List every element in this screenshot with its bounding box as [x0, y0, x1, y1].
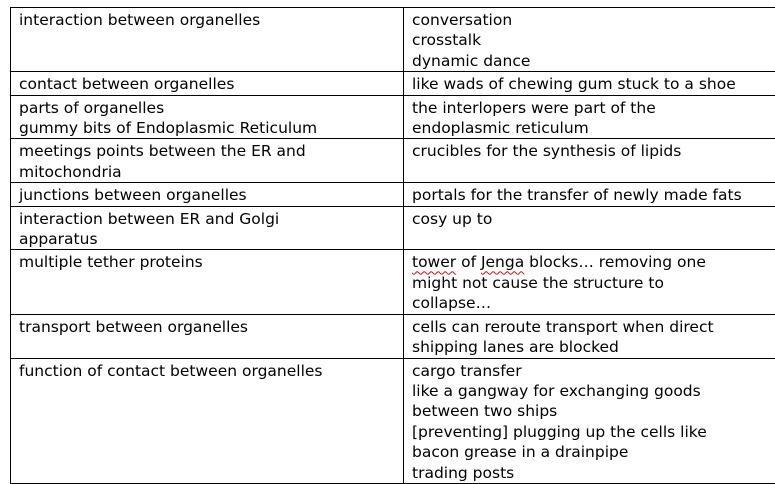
- metaphor-line: between two ships: [412, 401, 775, 421]
- metaphor-line: bacon grease in a drainpipe: [412, 442, 775, 462]
- metaphor-cell: [404, 95, 775, 139]
- metaphor-cell: [404, 8, 775, 72]
- table-row: [11, 314, 775, 358]
- term-line: interaction between ER and Golgi: [19, 209, 395, 229]
- table-row: [11, 250, 775, 314]
- metaphor-line: shipping lanes are blocked: [412, 337, 775, 357]
- metaphor-line: like a gangway for exchanging goods: [412, 381, 775, 401]
- metaphor-line: crosstalk: [412, 30, 775, 50]
- term-line: interaction between organelles: [19, 10, 395, 30]
- term-cell: [11, 139, 404, 183]
- term-cell: [11, 95, 404, 139]
- term-line: meetings points between the ER and: [19, 141, 395, 161]
- metaphor-line: cells can reroute transport when direct: [412, 317, 775, 337]
- metaphor-line: might not cause the structure to: [412, 273, 775, 293]
- metaphor-line: endoplasmic reticulum: [412, 118, 775, 138]
- metaphor-line: collapse…: [412, 293, 775, 313]
- metaphor-line: crucibles for the synthesis of lipids: [412, 141, 775, 161]
- metaphor-text: of: [456, 253, 481, 271]
- term-line: transport between organelles: [19, 317, 395, 337]
- table-row: [11, 72, 775, 95]
- metaphor-cell: [404, 183, 775, 206]
- metaphor-line: dynamic dance: [412, 51, 775, 71]
- spelling-flag-word[interactable]: tower: [412, 253, 456, 271]
- metaphor-line: cosy up to: [412, 209, 775, 229]
- term-line: apparatus: [19, 229, 395, 249]
- term-cell: [11, 72, 404, 95]
- table-row: [11, 183, 775, 206]
- term-line: function of contact between organelles: [19, 361, 395, 381]
- metaphor-line: trading posts: [412, 463, 775, 483]
- table-row: [11, 139, 775, 183]
- organelle-metaphor-table: [10, 7, 775, 484]
- term-line: contact between organelles: [19, 74, 395, 94]
- term-line: multiple tether proteins: [19, 252, 395, 272]
- metaphor-line: portals for the transfer of newly made fats: [412, 185, 775, 205]
- term-cell: [11, 183, 404, 206]
- term-cell: [11, 314, 404, 358]
- table-row: [11, 95, 775, 139]
- term-line: parts of organelles: [19, 98, 395, 118]
- table-row: [11, 206, 775, 250]
- metaphor-cell: [404, 206, 775, 250]
- term-line: junctions between organelles: [19, 185, 395, 205]
- spelling-flag-word[interactable]: Jenga: [481, 253, 524, 271]
- term-cell: [11, 8, 404, 72]
- metaphor-cell: [404, 314, 775, 358]
- term-line: mitochondria: [19, 162, 395, 182]
- metaphor-text: blocks… removing one: [524, 253, 706, 271]
- metaphor-line: cargo transfer: [412, 361, 775, 381]
- metaphor-line: the interlopers were part of the: [412, 98, 775, 118]
- metaphor-line: like wads of chewing gum stuck to a shoe: [412, 74, 775, 94]
- metaphor-line: conversation: [412, 10, 775, 30]
- term-line: gummy bits of Endoplasmic Reticulum: [19, 118, 395, 138]
- metaphor-line: [preventing] plugging up the cells like: [412, 422, 775, 442]
- metaphor-line: [412, 252, 775, 272]
- term-cell: [11, 250, 404, 314]
- term-cell: [11, 206, 404, 250]
- metaphor-cell: [404, 139, 775, 183]
- metaphor-cell: [404, 72, 775, 95]
- metaphor-cell: [404, 250, 775, 314]
- table-row: [11, 8, 775, 72]
